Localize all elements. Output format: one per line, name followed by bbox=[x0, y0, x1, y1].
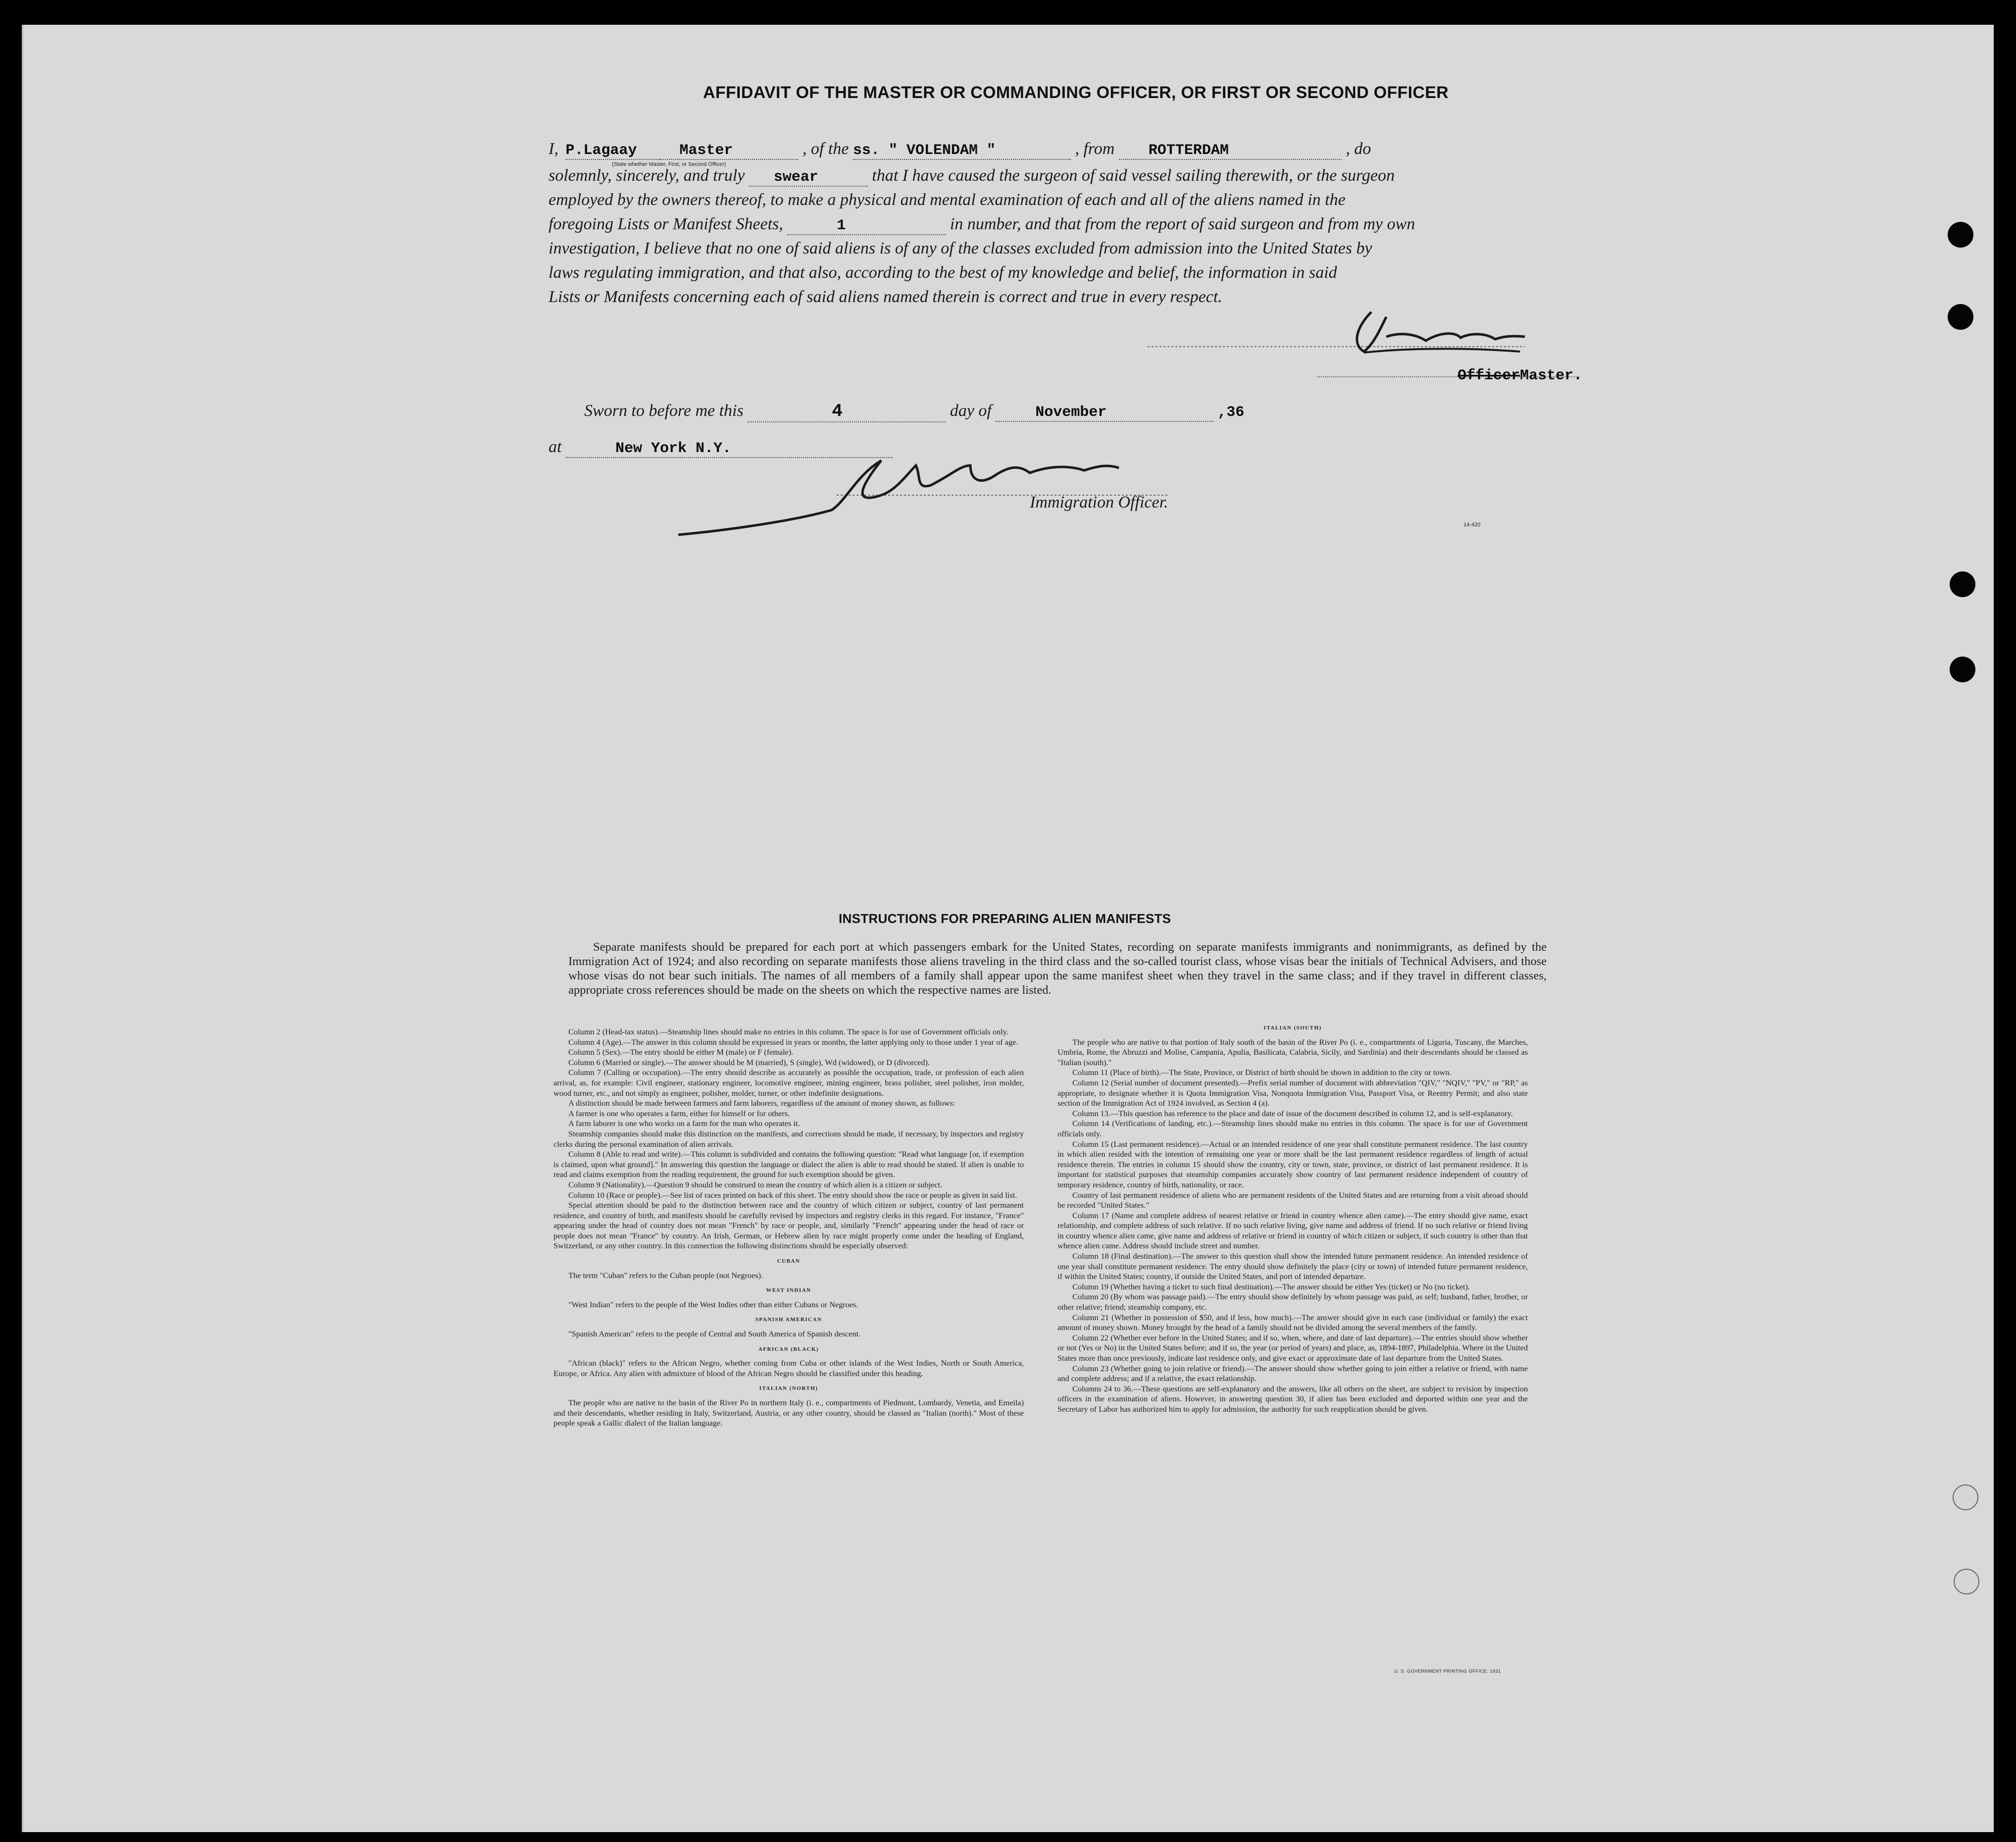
affidavit-text: in number, and that from the report of said surgeon and from my own bbox=[950, 215, 1415, 233]
sworn-text: at bbox=[549, 438, 562, 456]
instructions-title: INSTRUCTIONS FOR PREPARING ALIEN MANIFESTS bbox=[839, 911, 1171, 926]
instruction-paragraph: A farmer is one who operates a farm, either for himself or for others. bbox=[568, 1108, 790, 1118]
affidavit-text: foregoing Lists or Manifest Sheets, bbox=[549, 215, 783, 233]
west-indian-heading: WEST INDIAN bbox=[766, 1287, 811, 1294]
rank-note: (State whether Master, First, or Second Officer) bbox=[612, 161, 726, 167]
affidavit-text: , do bbox=[1346, 140, 1371, 158]
italian-north-text: The people who are native to the basin of the River Po in northern Italy (i. e., compartments of Piedmont, Lombardy, Venetia, and Emeila) and their descendants, whether residing in Italy, Switzerland, Austria, or any other country, should be classed as "Italian (north)." Most of these people speak a Gallic dialect of the Italian language. bbox=[554, 1398, 1024, 1428]
departure-port: ROTTERDAM bbox=[1119, 142, 1342, 160]
binder-hole bbox=[1953, 1484, 1978, 1510]
instruction-paragraph: Column 11 (Place of birth).—The State, Province, or District of birth should be shown in addition to the city or town. bbox=[1072, 1068, 1452, 1077]
instruction-paragraph: Column 14 (Verifications of landing, etc.).—Steamship lines should make no entries in this column. The space is for use of Government officials only. bbox=[1058, 1119, 1528, 1138]
instruction-paragraph: Country of last permanent residence of aliens who are permanent residents of the United States and are returning from a visit abroad should be recorded "United States." bbox=[1058, 1190, 1528, 1210]
african-heading: AFRICAN (BLACK) bbox=[758, 1346, 819, 1352]
affidavit-line-7: Lists or Manifests concerning each of said aliens named therein is correct and true in every respect. bbox=[549, 288, 1222, 306]
west-indian-text: "West Indian" refers to the people of the West Indies other than either Cubans or Negroes. bbox=[568, 1299, 858, 1309]
african-text: "African (black)" refers to the African Negro, whether coming from Cuba or other islands of the West Indies, North or South America, Europe, or Africa. Any alien with admixture of blood of the African Negro should be classified under this heading. bbox=[554, 1358, 1024, 1378]
instruction-paragraph: Column 17 (Name and complete address of nearest relative or friend in country whence alien came).—The entry should give name, exact relationship, and complete address of such relative. If no such relative living, give name and address of friend. If no such relative or friend living in country whence alien came, give name and address of relative or friend in country of which citizen or subject, if such country is other than that whence alien came. Address should include street and number. bbox=[1058, 1210, 1528, 1251]
instruction-paragraph: Steamship companies should make this distinction on the manifests, and corrections should be made, if necessary, by inspectors and registry clerks during the personal examination of alien arrivals. bbox=[554, 1128, 1024, 1149]
binder-hole bbox=[1948, 222, 1973, 248]
instruction-paragraph: Column 8 (Able to read and write).—This column is subdivided and contains the following question: "Read what language [or, if exemption is claimed, upon what ground]." In answering this question the language or dialect the alien is able to read should be stated. If alien is unable to read and claims exemption from the reading requirement, the ground for such exemption should be given. bbox=[554, 1149, 1024, 1179]
binder-hole bbox=[1948, 304, 1973, 330]
instruction-paragraph: Column 21 (Whether in possession of $50, and if less, how much).—The answer should give in each case (individual or family) the exact amount of money shown. Money brought by the head of a family should not be divided among the several members of the family. bbox=[1058, 1312, 1528, 1332]
master-name: P.Lagaay bbox=[565, 142, 659, 160]
instructions-intro: Separate manifests should be prepared for each port at which passengers embark for the United States, recording on separate manifests immigrants and nonimmigrants, as defined by the Immigration Act of 1924; and also recording on separate manifests those aliens traveling in the third class and the so-called tourist class, whose visas bear the initials of Technical Advisers, and those whose visas do not bear such initials. The names of all members of a family shall appear upon the same manifest sheet when they travel in the same class; and if they travel in different classes, appropriate cross references should be made on the sheets on which the respective names are listed. bbox=[568, 940, 1547, 997]
struck-officer: Officer bbox=[1458, 367, 1520, 384]
officer-title: Immigration Officer. bbox=[1030, 493, 1168, 512]
affidavit-line-4 bbox=[549, 215, 1415, 235]
sworn-text: day of bbox=[950, 402, 992, 420]
binder-hole bbox=[1950, 571, 1975, 597]
italian-south-heading: ITALIAN (SOUTH) bbox=[1263, 1025, 1322, 1031]
signature-title bbox=[1458, 367, 1582, 384]
instruction-paragraph: Column 20 (By whom was passage paid).—The entry should show definitely by whom passage was paid, as self; husband, father, brother, or other relative; friend; steamship company, etc. bbox=[1058, 1292, 1528, 1312]
instruction-paragraph: Column 22 (Whether ever before in the United States; and if so, when, where, and date of last departure).—The entries should show whether or not (Yes or No) in the United States before; and if so, the year (or period of years) and place, as, 1894-1897, Philadelphia. Where in the United States more than once previously, indicate last residence only, and give exact or approximate date of last departure from the United States. bbox=[1058, 1332, 1528, 1363]
sworn-line bbox=[584, 401, 1244, 422]
instruction-paragraph: Column 23 (Whether going to join relative or friend).—The answer should show whether going to join either a relative or friend, with name and complete address; and if a relative, the exact relationship. bbox=[1058, 1363, 1528, 1383]
instruction-paragraph: The people who are native to that portion of Italy south of the basin of the River Po (i. e., compartments of Liguria, Tuscany, the Marches, Umbria, Rome, the Abruzzi and Molise, Campania, Apulia, Basilicata, Calabria, Sicily, and Sardinia) and their descendants should be classed as "Italian (south)." bbox=[1058, 1037, 1528, 1067]
spanish-american-heading: SPANISH AMERICAN bbox=[755, 1317, 822, 1323]
cuban-text: The term "Cuban" refers to the Cuban people (not Negroes). bbox=[568, 1270, 763, 1280]
spanish-american-text: "Spanish American" refers to the people of Central and South America of Spanish descent. bbox=[568, 1329, 861, 1339]
affidavit-line-2 bbox=[549, 166, 1395, 187]
italian-north-heading: ITALIAN (NORTH) bbox=[759, 1385, 818, 1392]
affidavit-text: , from bbox=[1075, 140, 1115, 158]
instruction-paragraph: Column 7 (Calling or occupation).—The entry should describe as accurately as possible the occupation, trade, or profession of each alien arrival, as, for example: Civil engineer, stationary engineer, locomotive engineer, mining engineer, brass polisher, steel polisher, iron molder, wood turner, etc., and not simply as engineer, polisher, molder, turner, or other indefinite designations. bbox=[554, 1068, 1024, 1098]
manifest-count: 1 bbox=[787, 217, 946, 235]
instruction-paragraph: Columns 24 to 36.—These questions are self-explanatory and the answers, like all others on the sheet, are subject to revision by inspection officers in the examination of aliens. However, in answering question 30, if alien has been excluded and deported within one year and the Secretary of Labor has authorized him to apply for admission, the authority for such reapplication should be given. bbox=[1058, 1383, 1528, 1414]
form-number: 14-420 bbox=[1463, 522, 1481, 528]
affidavit-title: AFFIDAVIT OF THE MASTER OR COMMANDING OFFICER, OR FIRST OR SECOND OFFICER bbox=[703, 83, 1449, 102]
instruction-paragraph: Column 19 (Whether having a ticket to such final destination).—The answer should be either Yes (ticket) or No (no ticket). bbox=[1072, 1281, 1470, 1291]
affidavit-line-3: employed by the owners thereof, to make a physical and mental examination of each and all of the aliens named in the bbox=[549, 191, 1346, 209]
cuban-heading: CUBAN bbox=[777, 1258, 801, 1265]
sworn-year: ,36 bbox=[1217, 404, 1245, 421]
instruction-paragraph: Column 2 (Head-tax status).—Steamship lines should make no entries in this column. The space is for use of Government officials only. bbox=[568, 1027, 1008, 1036]
affidavit-text: , of the bbox=[802, 140, 849, 158]
affidavit-text: that I have caused the surgeon of said vessel sailing therewith, or the surgeon bbox=[872, 166, 1395, 185]
instruction-paragraph: Special attention should be paid to the distinction between race and the country of which citizen or subject, country of last permanent residence, and country of birth, and manifests should be carefully revised by inspectors and registry clerks in this regard. For instance, "France" appearing under the head of country does not mean "French" by race or people, and, similarly "French" appearing under the head of race or people does not mean "France" by country. An Irish, German, or Hebrew alien by race might properly come under the heading of England, Switzerland, or any other country. In this connection the following distinctions should be especially observed: bbox=[554, 1200, 1024, 1251]
instruction-paragraph: Column 15 (Last permanent residence).—Actual or an intended residence of one year shall constitute permanent residence. The last country in which alien resided with the intention of remaining one year or more shall be the last permanent residence regardless of length of actual residence therein. The entries in column 15 should show the country, city or town, state, province, or district of last permanent residence. It is important for statistical purposes that steamship companies accurately show country of last permanent residence independent of country of temporary residence, country of birth, nationality, or race. bbox=[1058, 1139, 1528, 1189]
affidavit-text: I, bbox=[549, 140, 558, 158]
affidavit-line-6: laws regulating immigration, and that also, according to the best of my knowledge and belief, the information in said bbox=[549, 263, 1337, 282]
instruction-paragraph: Column 12 (Serial number of document presented).—Prefix serial number of document with abbreviation "QIV," "NQIV," "PV," or "RP," as appropriate, to designate whether it is Quota Immigration Visa, Nonquota Immigration Visa, Passport Visa, or Reentry Permit; and also state section of the Immigration Act of 1924 involved, as Section 4 (a). bbox=[1058, 1077, 1528, 1108]
instruction-paragraph: Column 10 (Race or people).—See list of races printed on back of this sheet. The entry should show the race or people as given in said list. bbox=[568, 1190, 1017, 1200]
instruction-paragraph: Column 6 (Married or single).—The answer should be M (married), S (single), Wd (widowed), or D (divorced). bbox=[568, 1057, 930, 1067]
instruction-paragraph: A farm laborer is one who works on a farm for the man who operates it. bbox=[568, 1119, 800, 1128]
instruction-paragraph: Column 9 (Nationality).—Question 9 should be construed to mean the country of which alien is a citizen or subject. bbox=[568, 1179, 943, 1189]
master-rank: Master bbox=[659, 142, 798, 160]
sworn-month: November bbox=[996, 404, 1213, 422]
ship-name: ss. " VOLENDAM " bbox=[853, 142, 1071, 160]
instructions-right-column bbox=[1058, 1023, 1528, 1415]
oath-word: swear bbox=[749, 169, 868, 187]
affidavit-text: solemnly, sincerely, and truly bbox=[549, 166, 745, 185]
instructions-left-column bbox=[554, 1027, 1024, 1429]
instruction-paragraph: A distinction should be made between farmers and farm laborers, regardless of the amount of money shown, as follows: bbox=[568, 1098, 956, 1108]
sworn-text: Sworn to before me this bbox=[584, 402, 744, 420]
affidavit-line-1 bbox=[549, 140, 1371, 160]
instruction-paragraph: Column 5 (Sex).—The entry should be either M (male) or F (female). bbox=[568, 1047, 794, 1057]
printing-office-note: U. S. GOVERNMENT PRINTING OFFICE: 1931 bbox=[1394, 1669, 1501, 1674]
affidavit-line-5: investigation, I believe that no one of said aliens is of any of the classes excluded from admission into the United States by bbox=[549, 239, 1372, 257]
binder-hole bbox=[1950, 657, 1975, 682]
sworn-place: New York N.Y. bbox=[566, 440, 893, 458]
instruction-paragraph: Column 4 (Age).—The answer in this column should be expressed in years or months, the latter applying only to those under 1 year of age. bbox=[568, 1037, 1018, 1047]
instruction-paragraph: Column 18 (Final destination).—The answer to this question shall show the intended future permanent residence. An intended residence of one year shall constitute permanent residence. The entry should show definitely the place (city or town) of intended future permanent residence, if within the United States; country, if outside the United States, and port of intended departure. bbox=[1058, 1251, 1528, 1281]
master-signature bbox=[1139, 297, 1545, 376]
sworn-day: 4 bbox=[748, 401, 946, 422]
binder-hole bbox=[1954, 1569, 1979, 1594]
master-label: Master. bbox=[1520, 367, 1583, 384]
instruction-paragraph: Column 13.—This question has reference to the place and date of issue of the document described in column 12, and is self-explanatory. bbox=[1072, 1108, 1513, 1118]
